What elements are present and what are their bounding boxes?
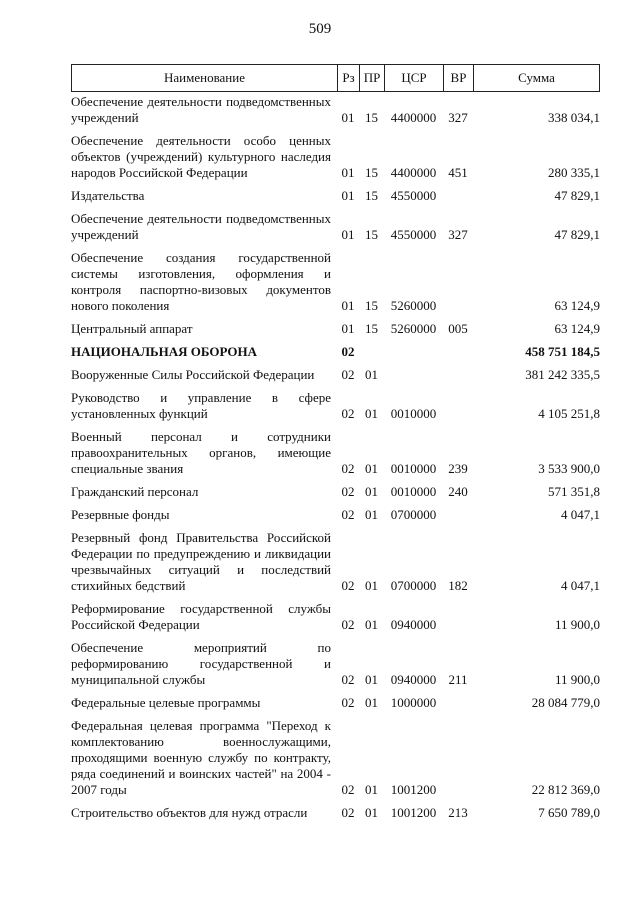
table-row: [71, 250, 600, 314]
cell-sum: 63 124,9: [554, 298, 600, 313]
table-row: [71, 390, 600, 422]
cell-sum: 4 047,1: [561, 507, 600, 522]
cell-rz: 01: [341, 298, 355, 313]
cell-pr: 01: [365, 782, 378, 797]
table-row: [71, 718, 600, 798]
row-name-text: Федеральные целевые программы: [71, 695, 261, 710]
cell-rz: 02: [341, 672, 355, 687]
cell-pr: 15: [365, 110, 378, 125]
row-name-text: Руководство и управление в сфере установленных функций: [71, 390, 331, 421]
cell-sum: 3 533 900,0: [538, 461, 600, 476]
cell-rz: 01: [341, 321, 355, 336]
cell-name: [71, 640, 337, 688]
budget-table: [71, 64, 600, 821]
cell-vr: 240: [448, 484, 468, 499]
cell-rz: 02: [341, 805, 355, 820]
cell-name: [71, 188, 337, 204]
cell-sum: 571 351,8: [548, 484, 600, 499]
table-row: [71, 211, 600, 243]
cell-pr: 01: [365, 578, 378, 593]
cell-csr: 5260000: [390, 321, 437, 336]
cell-name: [71, 507, 337, 523]
cell-pr: 01: [365, 484, 378, 499]
cell-name: [71, 390, 337, 422]
cell-rz: 02: [341, 695, 355, 710]
cell-pr: 01: [365, 617, 378, 632]
row-name-text: Обеспечение деятельности особо ценных объектов (учреждений) культурного наследия народов Российской Федерации: [71, 133, 331, 180]
cell-pr: 01: [365, 406, 378, 421]
cell-rz: 02: [341, 344, 355, 359]
header-name: Наименование: [71, 65, 337, 91]
cell-vr: 005: [448, 321, 468, 336]
cell-rz: 01: [341, 165, 355, 180]
cell-rz: 01: [341, 188, 355, 203]
cell-csr: 0010000: [390, 461, 437, 476]
table-body: [71, 94, 600, 821]
cell-sum: 11 900,0: [554, 617, 600, 632]
cell-vr: 182: [448, 578, 468, 593]
table-row: [71, 507, 600, 523]
cell-name: [71, 250, 337, 314]
row-name-text: Резервный фонд Правительства Российской Федерации по предупреждению и ликвидации чрезвычайных ситуаций и последствий стихийных бедствий: [71, 530, 331, 593]
cell-csr: 1001200: [390, 782, 437, 797]
cell-name: [71, 344, 337, 360]
row-name-text: Обеспечение создания государственной системы изготовления, оформления и контроля паспортно-визовых документов нового поколения: [71, 250, 331, 313]
cell-vr: 451: [448, 165, 468, 180]
cell-csr: 0700000: [390, 578, 437, 593]
cell-csr: 0010000: [390, 406, 437, 421]
cell-pr: 01: [365, 367, 378, 382]
table-row: [71, 344, 600, 360]
cell-pr: 15: [365, 165, 378, 180]
table-row: [71, 530, 600, 594]
row-name-text: Гражданский персонал: [71, 484, 199, 499]
table-row: [71, 321, 600, 337]
page-number: 509: [308, 21, 332, 37]
table-row: [71, 640, 600, 688]
cell-sum: 280 335,1: [548, 165, 600, 180]
cell-pr: 01: [365, 805, 378, 820]
table-row: [71, 133, 600, 181]
cell-pr: 15: [365, 321, 378, 336]
table-row: [71, 805, 600, 821]
row-name-text: НАЦИОНАЛЬНАЯ ОБОРОНА: [71, 344, 257, 359]
cell-sum: 4 105 251,8: [538, 406, 600, 421]
cell-vr: 327: [448, 227, 468, 242]
row-name-text: Реформирование государственной службы Российской Федерации: [71, 601, 331, 632]
cell-csr: 0700000: [390, 507, 437, 522]
row-name-text: Федеральная целевая программа "Переход к комплектованию военнослужащими, проходящими военную службу по контракту, ряда соединений и воинских частей" на 2004 - 2007 годы: [71, 718, 331, 797]
row-name-text: Центральный аппарат: [71, 321, 193, 336]
cell-name: [71, 530, 337, 594]
cell-sum: 458 751 184,5: [525, 344, 600, 359]
row-name-text: Обеспечение деятельности подведомственных учреждений: [71, 94, 331, 125]
row-name-text: Обеспечение мероприятий по реформированию государственной и муниципальной службы: [71, 640, 331, 687]
cell-csr: 0010000: [390, 484, 437, 499]
cell-name: [71, 367, 337, 383]
cell-csr: 4550000: [390, 227, 437, 242]
header-csr: ЦСР: [384, 65, 443, 91]
row-name-text: Вооруженные Силы Российской Федерации: [71, 367, 315, 382]
cell-csr: 1001200: [390, 805, 437, 820]
cell-name: [71, 211, 337, 243]
cell-rz: 01: [341, 110, 355, 125]
cell-name: [71, 321, 337, 337]
cell-sum: 47 829,1: [554, 227, 600, 242]
row-name-text: Военный персонал и сотрудники правоохранительных органов, имеющие специальные звания: [71, 429, 331, 476]
cell-name: [71, 133, 337, 181]
header-pr: ПР: [359, 65, 384, 91]
header-sum: Сумма: [473, 65, 600, 91]
table-row: [71, 188, 600, 204]
row-name-text: Резервные фонды: [71, 507, 170, 522]
cell-name: [71, 718, 337, 798]
cell-sum: 28 084 779,0: [531, 695, 600, 710]
cell-vr: 327: [448, 110, 468, 125]
table-row: [71, 367, 600, 383]
cell-name: [71, 695, 337, 711]
cell-pr: 15: [365, 298, 378, 313]
cell-csr: 1000000: [390, 695, 437, 710]
cell-rz: 02: [341, 484, 355, 499]
cell-sum: 4 047,1: [561, 578, 600, 593]
table-row: [71, 695, 600, 711]
cell-csr: 0940000: [390, 617, 437, 632]
cell-sum: 22 812 369,0: [531, 782, 600, 797]
cell-rz: 02: [341, 617, 355, 632]
cell-csr: 4550000: [390, 188, 437, 203]
cell-sum: 381 242 335,5: [525, 367, 600, 382]
cell-pr: 01: [365, 695, 378, 710]
cell-csr: 0940000: [390, 672, 437, 687]
cell-csr: 4400000: [390, 110, 437, 125]
cell-rz: 02: [341, 782, 355, 797]
table-row: [71, 429, 600, 477]
cell-rz: 01: [341, 227, 355, 242]
cell-sum: 47 829,1: [554, 188, 600, 203]
header-vr: ВР: [443, 65, 473, 91]
cell-pr: 01: [365, 461, 378, 476]
cell-vr: 213: [448, 805, 468, 820]
table-header-row: [71, 64, 600, 92]
header-rz: Рз: [337, 65, 359, 91]
table-row: [71, 601, 600, 633]
cell-name: [71, 805, 337, 821]
row-name-text: Издательства: [71, 188, 145, 203]
cell-csr: 5260000: [390, 298, 437, 313]
cell-csr: 4400000: [390, 165, 437, 180]
table-row: [71, 484, 600, 500]
cell-pr: 15: [365, 227, 378, 242]
cell-rz: 02: [341, 406, 355, 421]
cell-rz: 02: [341, 461, 355, 476]
cell-rz: 02: [341, 578, 355, 593]
cell-vr: 211: [448, 672, 468, 687]
row-name-text: Строительство объектов для нужд отрасли: [71, 805, 308, 820]
row-name-text: Обеспечение деятельности подведомственных учреждений: [71, 211, 331, 242]
table-row: [71, 94, 600, 126]
cell-pr: 15: [365, 188, 378, 203]
cell-name: [71, 94, 337, 126]
cell-sum: 63 124,9: [554, 321, 600, 336]
cell-sum: 11 900,0: [554, 672, 600, 687]
cell-pr: 01: [365, 507, 378, 522]
cell-vr: 239: [448, 461, 468, 476]
cell-rz: 02: [341, 507, 355, 522]
cell-name: [71, 484, 337, 500]
cell-pr: 01: [365, 672, 378, 687]
cell-sum: 338 034,1: [548, 110, 600, 125]
cell-rz: 02: [341, 367, 355, 382]
cell-name: [71, 429, 337, 477]
cell-name: [71, 601, 337, 633]
cell-sum: 7 650 789,0: [538, 805, 600, 820]
